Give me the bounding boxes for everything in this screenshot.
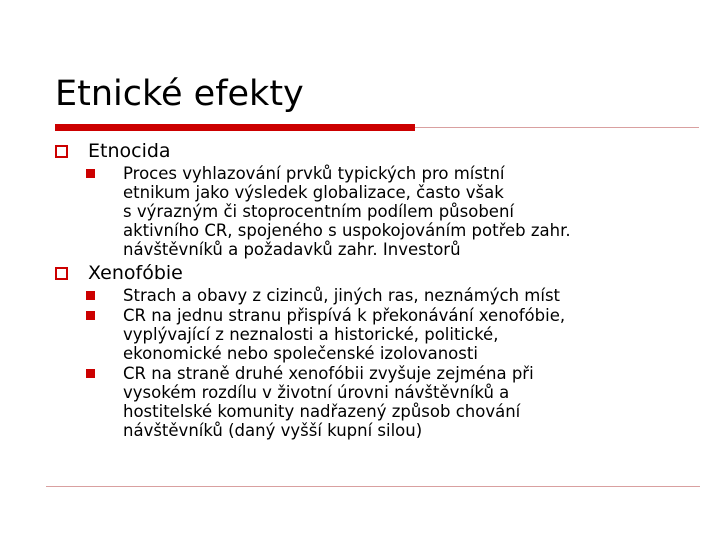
sub-bullet-line: hostitelské komunity nadřazený způsob chování: [123, 402, 521, 421]
sub-bullet-line: ekonomické nebo společenské izolovanosti: [123, 344, 478, 363]
slide-body: [55, 138, 705, 440]
hollow-square-bullet-icon: [55, 267, 68, 280]
sub-bullet-line: s výrazným či stoprocentním podílem působení: [123, 202, 514, 221]
bullet-label: Etnocida: [88, 140, 171, 162]
bullet-item-xenofobie: [55, 261, 705, 285]
sub-bullet-line: vyplývající z neznalosti a historické, politické,: [123, 325, 499, 344]
sub-bullet-line: vysokém rozdílu v životní úrovni návštěvníků a: [123, 383, 510, 402]
sub-bullet-line: CR na jednu stranu přispívá k překonávání xenofóbie,: [123, 306, 566, 325]
sub-bullet-item: [55, 364, 705, 440]
sub-bullet-line: etnikum jako výsledek globalizace, často však: [123, 183, 504, 202]
sub-bullet-item: [55, 164, 705, 259]
title-accent-bar: [55, 124, 415, 131]
sub-bullet-line: aktivního CR, spojeného s uspokojováním potřeb zahr.: [123, 221, 571, 240]
sub-bullet-line: CR na straně druhé xenofóbii zvyšuje zejména při: [123, 364, 534, 383]
filled-square-bullet-icon: [86, 291, 95, 300]
filled-square-bullet-icon: [86, 169, 95, 178]
sub-bullet-line: Proces vyhlazování prvků typických pro místní: [123, 164, 505, 183]
filled-square-bullet-icon: [86, 311, 95, 320]
sub-bullet-line: Strach a obavy z cizinců, jiných ras, neznámých míst: [123, 286, 561, 305]
filled-square-bullet-icon: [86, 369, 95, 378]
footer-divider: [46, 486, 700, 487]
hollow-square-bullet-icon: [55, 145, 68, 158]
bullet-label: Xenofóbie: [88, 262, 183, 284]
sub-bullet-line: návštěvníků a požadavků zahr. Investorů: [123, 240, 461, 259]
slide-title: Etnické efekty: [55, 74, 304, 114]
bullet-item-etnocida: [55, 139, 705, 163]
sub-bullet-item: [55, 286, 705, 305]
sub-bullet-item: [55, 306, 705, 363]
sub-bullet-line: návštěvníků (daný vyšší kupní silou): [123, 421, 423, 440]
